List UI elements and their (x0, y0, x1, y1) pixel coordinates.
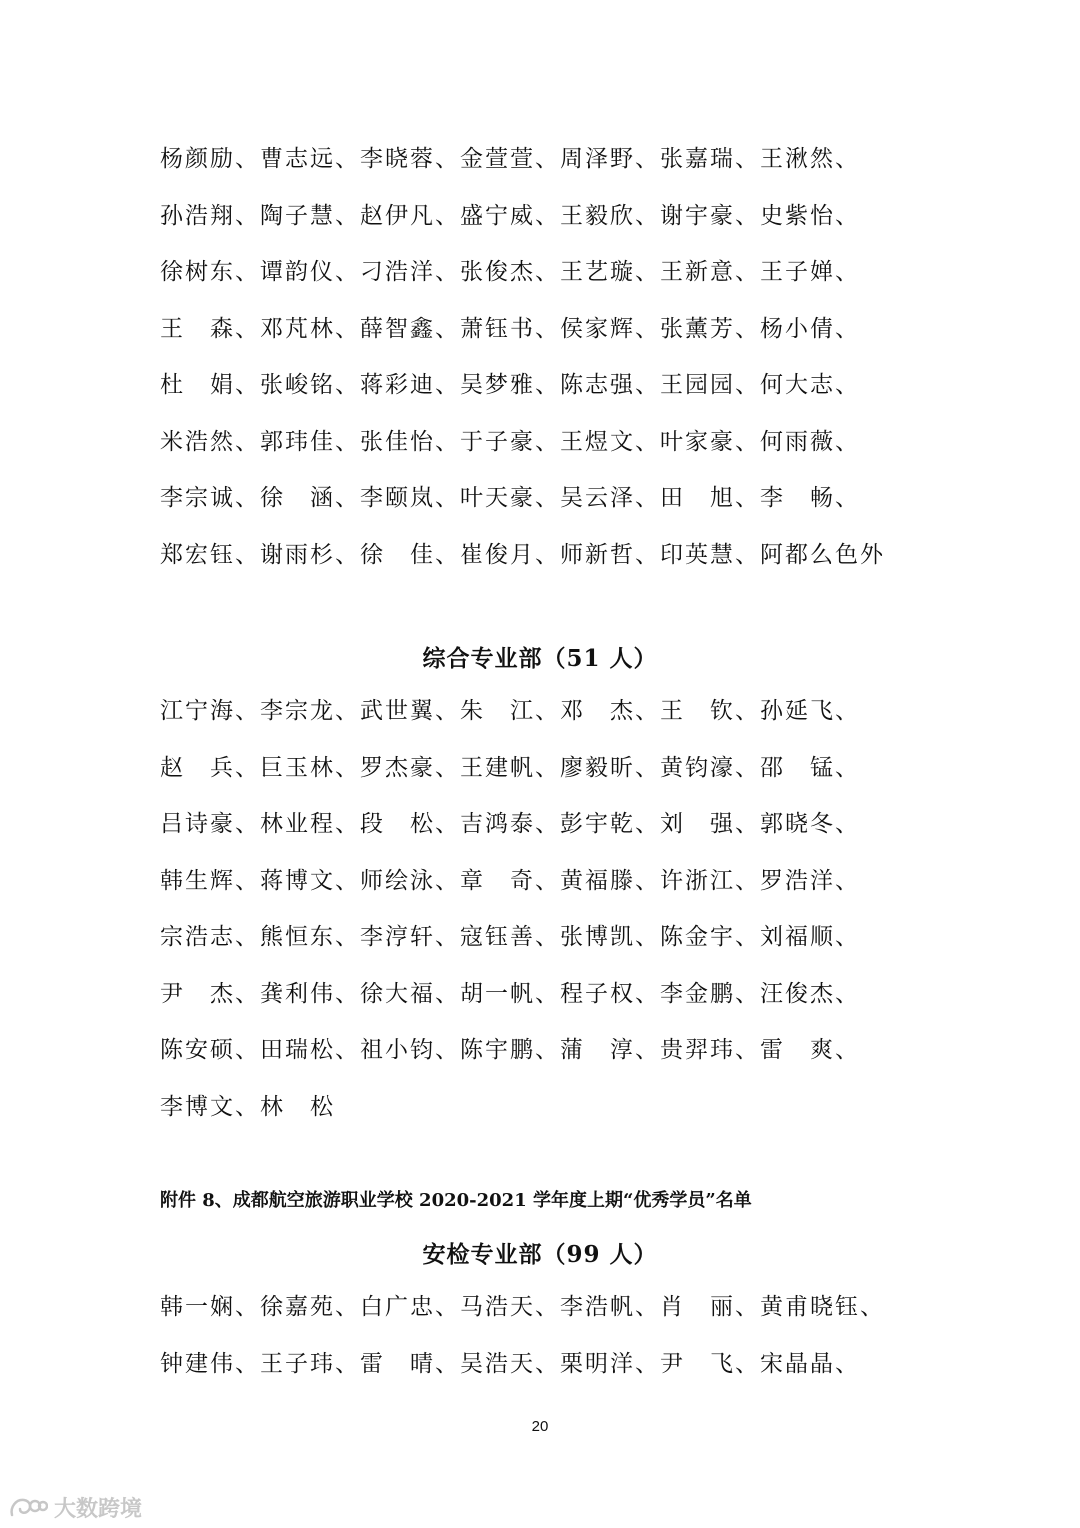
name-line: 宗浩志、熊恒东、李涥轩、寇钰善、张博凯、陈金宇、刘福顺、 (160, 924, 860, 950)
name-line: 米浩然、郭玮佳、张佳怡、于子豪、王煜文、叶家豪、何雨薇、 (160, 428, 860, 455)
name-line: 杜 娟、张峻铭、蒋彩迪、吴梦雅、陈志强、王园园、何大志、 (160, 372, 860, 398)
watermark-text: 大数跨境 (54, 1497, 143, 1522)
name-line: 尹 杰、龚利伟、徐大福、胡一帆、程子权、李金鹏、汪俊杰、 (160, 980, 860, 1007)
logo-icon (8, 1495, 48, 1521)
page-number: 20 (531, 1418, 549, 1435)
name-line: 杨颜励、曹志远、李晓蓉、金萱萱、周泽野、张嘉瑞、王湫然、 (160, 146, 860, 172)
name-line: 吕诗豪、林业程、段 松、吉鸿泰、彭宇乾、刘 强、郭晓冬、 (160, 811, 860, 837)
section-heading-comprehensive: 综合专业部（51 人） (422, 645, 658, 672)
name-line: 孙浩翔、陶子慧、赵伊凡、盛宁威、王毅欣、谢宇豪、史紫怡、 (160, 202, 860, 229)
name-line: 徐树东、谭韵仪、刁浩洋、张俊杰、王艺璇、王新意、王子婵、 (160, 259, 860, 285)
name-list-section-1 (160, 131, 920, 583)
name-line: 王 森、邓芃林、薛智鑫、萧钰书、侯家辉、张薰芳、杨小倩、 (160, 315, 860, 342)
name-line: 赵 兵、巨玉林、罗杰豪、王建帆、廖毅昕、黄钧濠、邵 锰、 (160, 754, 860, 781)
name-line: 韩一娴、徐嘉苑、白广忠、马浩天、李浩帆、肖 丽、黄甫晓钰、 (160, 1294, 885, 1320)
name-line: 李宗诚、徐 涵、李颐岚、叶天豪、吴云泽、田 旭、李 畅、 (160, 485, 860, 511)
name-line: 李博文、林 松 (160, 1093, 335, 1120)
name-line: 韩生辉、蒋博文、师绘泳、章 奇、黄福滕、许浙江、罗浩洋、 (160, 867, 860, 894)
name-list-section-3 (160, 1279, 920, 1392)
watermark (8, 1492, 142, 1523)
name-line: 江宁海、李宗龙、武世翼、朱 江、邓 杰、王 钦、孙延飞、 (160, 698, 860, 724)
section-heading-security: 安检专业部（99 人） (422, 1241, 658, 1268)
name-line: 郑宏钰、谢雨杉、徐 佳、崔俊月、师新哲、印英慧、阿都么色外 (160, 541, 885, 568)
attachment-title: 附件 8、成都航空旅游职业学校 2020-2021 学年度上期“优秀学员”名单 (160, 1190, 752, 1211)
name-list-section-2 (160, 683, 920, 1135)
name-line: 钟建伟、王子玮、雷 晴、吴浩天、栗明洋、尹 飞、宋晶晶、 (160, 1350, 860, 1377)
name-line: 陈安硕、田瑞松、祖小钧、陈宇鹏、蒲 淳、贵羿玮、雷 爽、 (160, 1037, 860, 1063)
